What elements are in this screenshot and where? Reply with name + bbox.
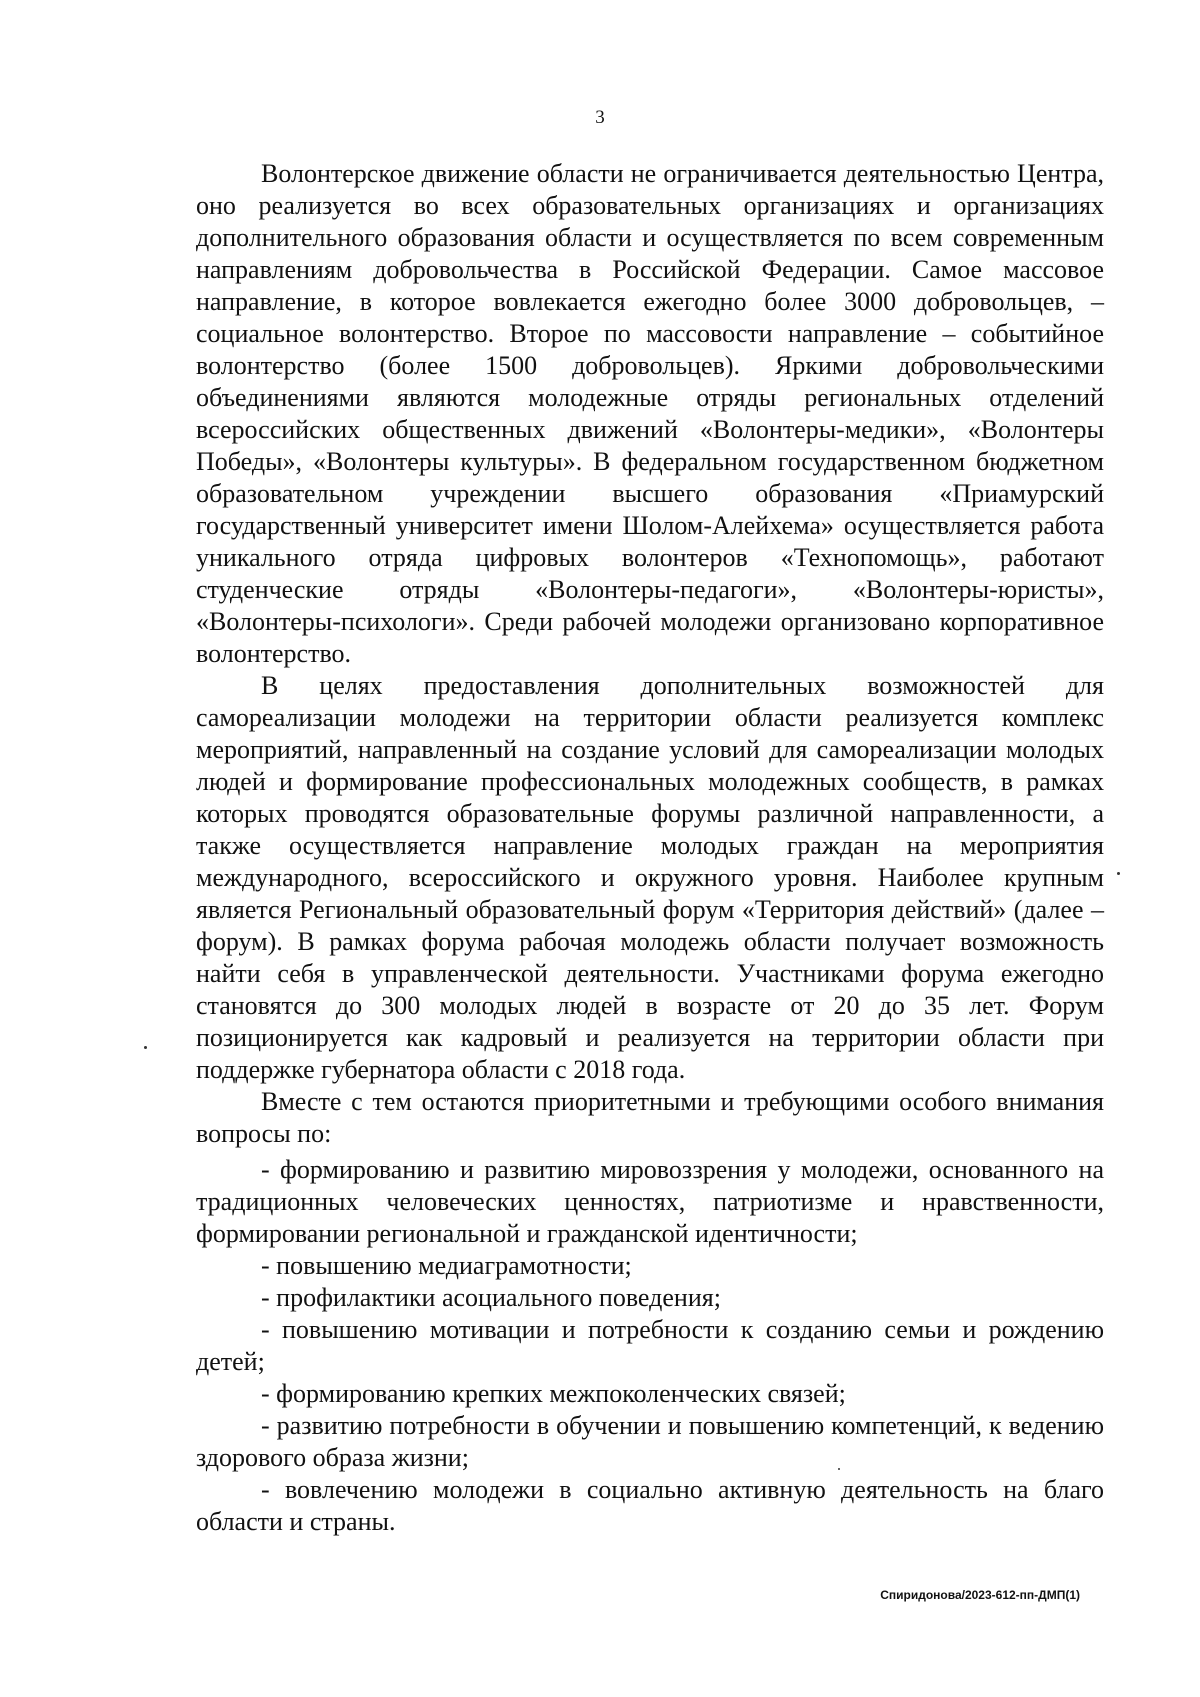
document-body (196, 158, 1104, 1538)
list-item: - вовлечению молодежи в социально активную деятельность на благо области и страны. (196, 1475, 1104, 1536)
scan-speck (838, 1468, 840, 1470)
list-item: - профилактики асоциального поведения; (261, 1283, 721, 1312)
list-item: - формированию крепких межпоколенческих связей; (261, 1379, 846, 1408)
document-code: Спиридонова/2023-612-пп-ДМП(1) (880, 1588, 1080, 1602)
scan-speck (144, 1046, 147, 1049)
priority-list (196, 1154, 1104, 1538)
list-item: - повышению медиаграмотности; (261, 1251, 632, 1280)
list-item: - формированию и развитию мировоззрения у молодежи, основанного на традиционных человеческих ценностях, патриотизме и нравственности, формировании региональной и гражданской идентичности; (196, 1155, 1104, 1248)
paragraph-self-realization: В целях предоставления дополнительных возможностей для самореализации молодежи на территории области реализуется комплекс мероприятий, направленный на создание условий для самореализации молодых людей и формирование профессиональных молодежных сообществ, в рамках которых проводятся образовательные форумы различной направленности, а также осуществляется направление молодых граждан на мероприятия международного, всероссийского и окружного уровня. Наиболее крупным является Региональный образовательный форум «Территория действий» (далее – форум). В рамках форума рабочая молодежь области получает возможность найти себя в управленческой деятельности. Участниками форума ежегодно становятся до 300 молодых людей в возрасте от 20 до 35 лет. Форум позиционируется как кадровый и реализуется на территории области при поддержке губернатора области с 2018 года. (196, 671, 1104, 1084)
list-item: - развитию потребности в обучении и повышению компетенций, к ведению здорового образа жизни; (196, 1411, 1104, 1472)
paragraph-priority-issues: Вместе с тем остаются приоритетными и требующими особого внимания вопросы по: (196, 1087, 1104, 1148)
scan-speck (1117, 872, 1120, 875)
page-number: 3 (595, 107, 605, 128)
paragraph-volunteer-movement: Волонтерское движение области не ограничивается деятельностью Центра, оно реализуется во всех образовательных организациях и организациях дополнительного образования области и осуществляется по всем современным направлениям добровольчества в Российской Федерации. Самое массовое направление, в которое вовлекается ежегодно более 3000 добровольцев, – социальное волонтерство. Второе по массовости направление – событийное волонтерство (более 1500 добровольцев). Яркими добровольческими объединениями являются молодежные отряды региональных отделений всероссийских общественных движений «Волонтеры-медики», «Волонтеры Победы», «Волонтеры культуры». В федеральном государственном бюджетном образовательном учреждении высшего образования «Приамурский государственный университет имени Шолом-Алейхема» осуществляется работа уникального отряда цифровых волонтеров «Технопомощь», работают студенческие отряды «Волонтеры-педагоги», «Волонтеры-юристы», «Волонтеры-психологи». Среди рабочей молодежи организовано корпоративное волонтерство. (196, 159, 1104, 668)
list-item: - повышению мотивации и потребности к созданию семьи и рождению детей; (196, 1315, 1104, 1376)
